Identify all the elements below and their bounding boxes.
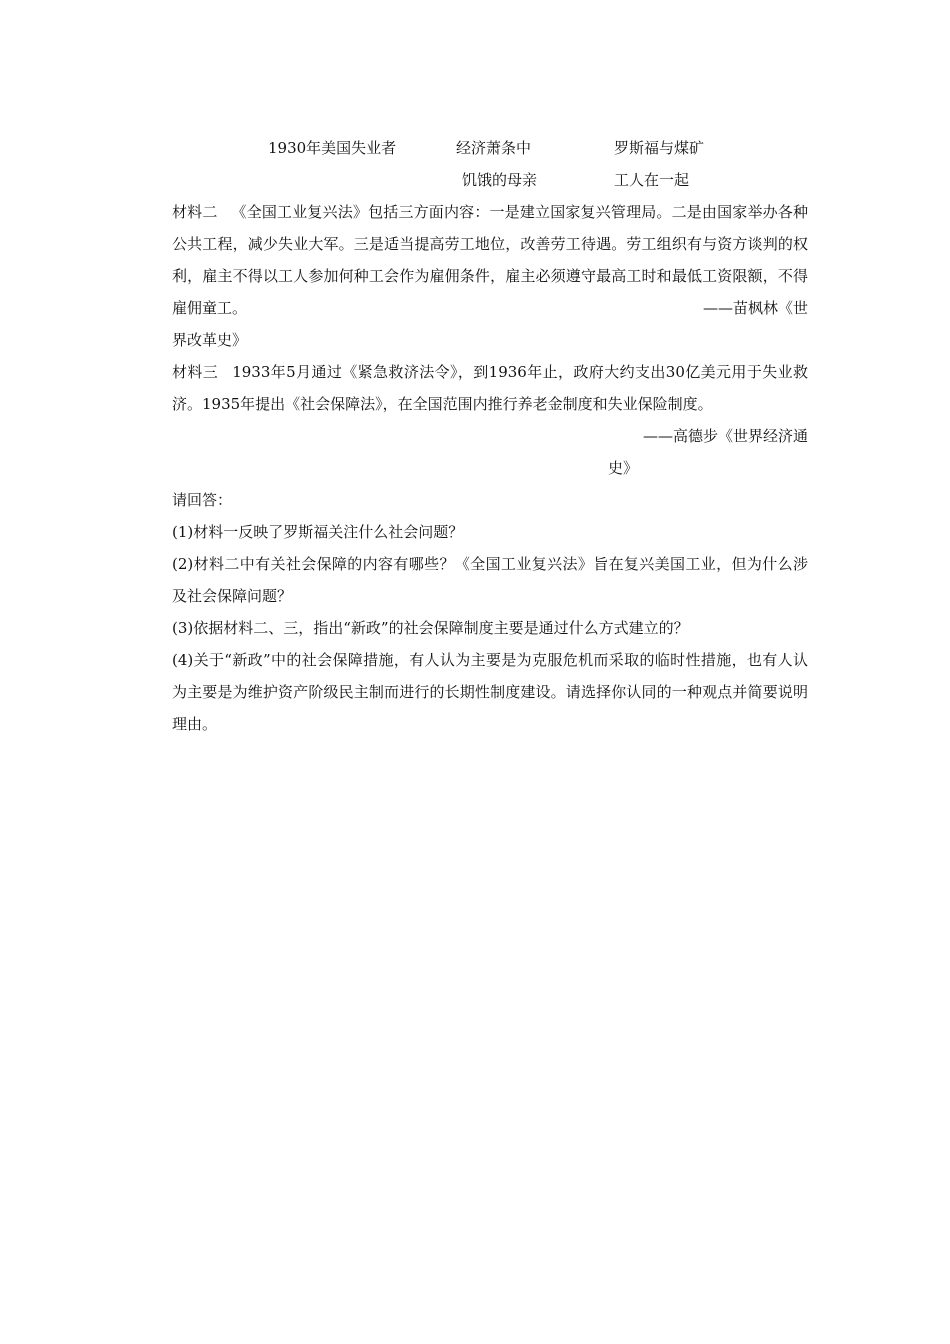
caption-hungry-mother-line1: 经济萧条中 bbox=[456, 139, 532, 157]
material-2-label: 材料二 bbox=[172, 203, 218, 221]
question-4: (4)关于“新政”中的社会保障措施，有人认为主要是为克服危机而采取的临时性措施，也有人认为主要是为维护资产阶级民主制而进行的长期性制度建设。请选择你认同的一种观点并简要说明理由。 bbox=[172, 651, 808, 733]
material-3-text: 1933年5月通过《紧急救济法令》，到1936年止，政府大约支出30亿美元用于失业救济。1935年提出《社会保障法》，在全国范围内推行养老金制度和失业保险制度。 bbox=[172, 363, 808, 413]
question-1: (1)材料一反映了罗斯福关注什么社会问题？ bbox=[172, 523, 464, 541]
answer-prompt: 请回答： bbox=[172, 491, 233, 509]
question-2: (2)材料二中有关社会保障的内容有哪些？《全国工业复兴法》旨在复兴美国工业，但为什么涉及社会保障问题？ bbox=[172, 555, 808, 605]
body-text bbox=[172, 196, 808, 740]
material-2-text: 《全国工业复兴法》包括三方面内容：一是建立国家复兴管理局。二是由国家举办各种公共工程，减少失业大军。三是适当提高劳工地位，改善劳工待遇。劳工组织有与资方谈判的权利，雇主不得以工人参加何种工会作为雇佣条件，雇主必须遵守最高工时和最低工资限额，不得雇佣童工。 bbox=[172, 203, 808, 317]
material-2-source: ——苗枫林《世 bbox=[702, 299, 808, 317]
material-2-source-cont: 界改革史》 bbox=[172, 331, 248, 349]
question-3: (3)依据材料二、三，指出“新政”的社会保障制度主要是通过什么方式建立的？ bbox=[172, 619, 689, 637]
caption-hungry-mother-line2: 饥饿的母亲 bbox=[462, 171, 538, 189]
material-3-source: ——高德步《世界经济通 史》 bbox=[608, 427, 808, 477]
caption-unemployed-1930: 1930年美国失业者 bbox=[268, 139, 397, 157]
material-2 bbox=[172, 196, 808, 324]
caption-roosevelt-miners-line1: 罗斯福与煤矿 bbox=[614, 139, 705, 157]
caption-roosevelt-miners-line2: 工人在一起 bbox=[614, 171, 690, 189]
material-3-label: 材料三 bbox=[172, 363, 219, 381]
material-3 bbox=[172, 356, 808, 420]
